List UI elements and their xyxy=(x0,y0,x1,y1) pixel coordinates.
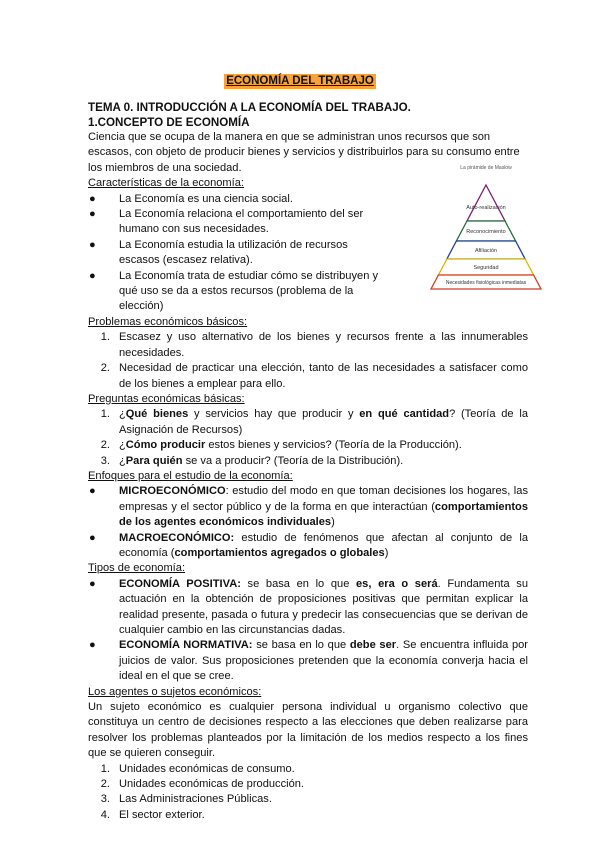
pyramid-caption: La pirámide de Maslow xyxy=(460,165,512,171)
pyramid-level-label: Seguridad xyxy=(473,265,499,271)
section-heading: 1.CONCEPTO DE ECONOMÍA xyxy=(88,116,250,129)
title-row xyxy=(0,71,600,89)
maslow-pyramid-image xyxy=(427,165,545,293)
tema-heading: TEMA 0. INTRODUCCIÓN A LA ECONOMÍA DEL TRABAJO. xyxy=(88,101,411,114)
pyramid-graphic xyxy=(427,165,545,293)
pyramid-level-label: Necesidades fisiológicas inmediatas xyxy=(445,280,527,286)
list-item: 2. Unidades económicas de producción. xyxy=(100,778,305,791)
list-item: 1. ¿Qué bienes y servicios hay que producir y en qué cantidad? (Teoría de la Asignación de Recursos) xyxy=(100,408,528,436)
list-item: ● La Economía es una ciencia social. xyxy=(89,192,293,205)
pyramid-level xyxy=(467,185,505,221)
list-item: ● La Economía estudia la utilización de recursos escasos (escasez relativa). xyxy=(89,238,348,267)
list-item: ● La Economía relaciona el comportamiento del ser humano con sus necesidades. xyxy=(89,208,364,236)
caracteristicas-heading: Características de la economía: xyxy=(88,177,245,190)
preguntas-heading: Preguntas económicas básicas: xyxy=(88,392,245,405)
list-item: ● ECONOMÍA POSITIVA: se basa en lo que es, era o será. Fundamenta su actuación en la obtención de proposiciones positivas que permitan explicar la realidad presente, pasada o futura y predecir las consecuencias que se derivan de cualquier cambio en las circunstancias dadas. xyxy=(89,577,528,636)
agentes-list xyxy=(88,762,528,824)
list-item: 3. ¿Para quién se va a producir? (Teoría de la Distribución). xyxy=(100,454,404,467)
enfoques-heading: Enfoques para el estudio de la economía: xyxy=(88,469,293,482)
list-item: 2. ¿Cómo producir estos bienes y servicios? (Teoría de la Producción). xyxy=(100,439,462,452)
document-title: ECONOMÍA DEL TRABAJO xyxy=(226,75,374,87)
problemas-heading: Problemas económicos básicos: xyxy=(88,315,248,328)
enfoques-list xyxy=(88,484,528,561)
list-item: 3. Las Administraciones Públicas. xyxy=(100,793,272,806)
list-item: ● MICROECONÓMICO: estudio del modo en que toman decisiones los hogares, las empresas y el sector público y de la forma en que interactúan (comportamientos de los agentes económicos individuales) xyxy=(89,485,528,529)
list-item: ● ECONOMÍA NORMATIVA: se basa en lo que debe ser. Se encuentra influida por juicios de valor. Sus proposiciones pretenden que la economía converja hacia el ideal en el que se cree. xyxy=(89,639,528,683)
caracteristicas-list xyxy=(88,192,386,315)
list-item: ● MACROECONÓMICO: estudio de fenómenos que afectan al conjunto de la economía (comportamientos agregados o globales) xyxy=(89,531,528,559)
tipos-heading: Tipos de economía: xyxy=(88,562,186,575)
problemas-list xyxy=(88,330,528,392)
list-item: 4. El sector exterior. xyxy=(100,808,205,821)
list-item: 1. Escasez y uso alternativo de los bienes y recursos frente a las innumerables necesidades. xyxy=(100,331,528,359)
pyramid-level-label: Afiliación xyxy=(474,248,498,254)
pyramid-level-label: Auto-realización xyxy=(466,205,506,211)
list-item: ● La Economía trata de estudiar cómo se distribuyen y qué uso se da a estos recursos (problema de la elección) xyxy=(89,269,378,313)
pyramid-level-label: Reconocimiento xyxy=(466,229,506,235)
agentes-heading: Los agentes o sujetos económicos: xyxy=(88,685,262,698)
concept-paragraph: Ciencia que se ocupa de la manera en que se administran unos recursos que son escasos, con objeto de producir bienes y servicios y distribuirlos para su consumo entre los miembros de una sociedad. xyxy=(88,131,520,174)
tipos-list xyxy=(88,577,528,685)
preguntas-list xyxy=(88,407,528,469)
agentes-paragraph: Un sujeto económico es cualquier persona individual u organismo colectivo que constituya un centro de decisiones respecto a las elecciones que deben realizarse para resolver los problemas planteados por la limitación de los medios respecto a los fines que se quieren conseguir. xyxy=(88,701,528,760)
list-item: 1. Unidades económicas de consumo. xyxy=(100,762,295,775)
list-item: 2. Necesidad de practicar una elección, tanto de las necesidades a satisfacer como de los bienes a emplear para ello. xyxy=(100,362,528,390)
